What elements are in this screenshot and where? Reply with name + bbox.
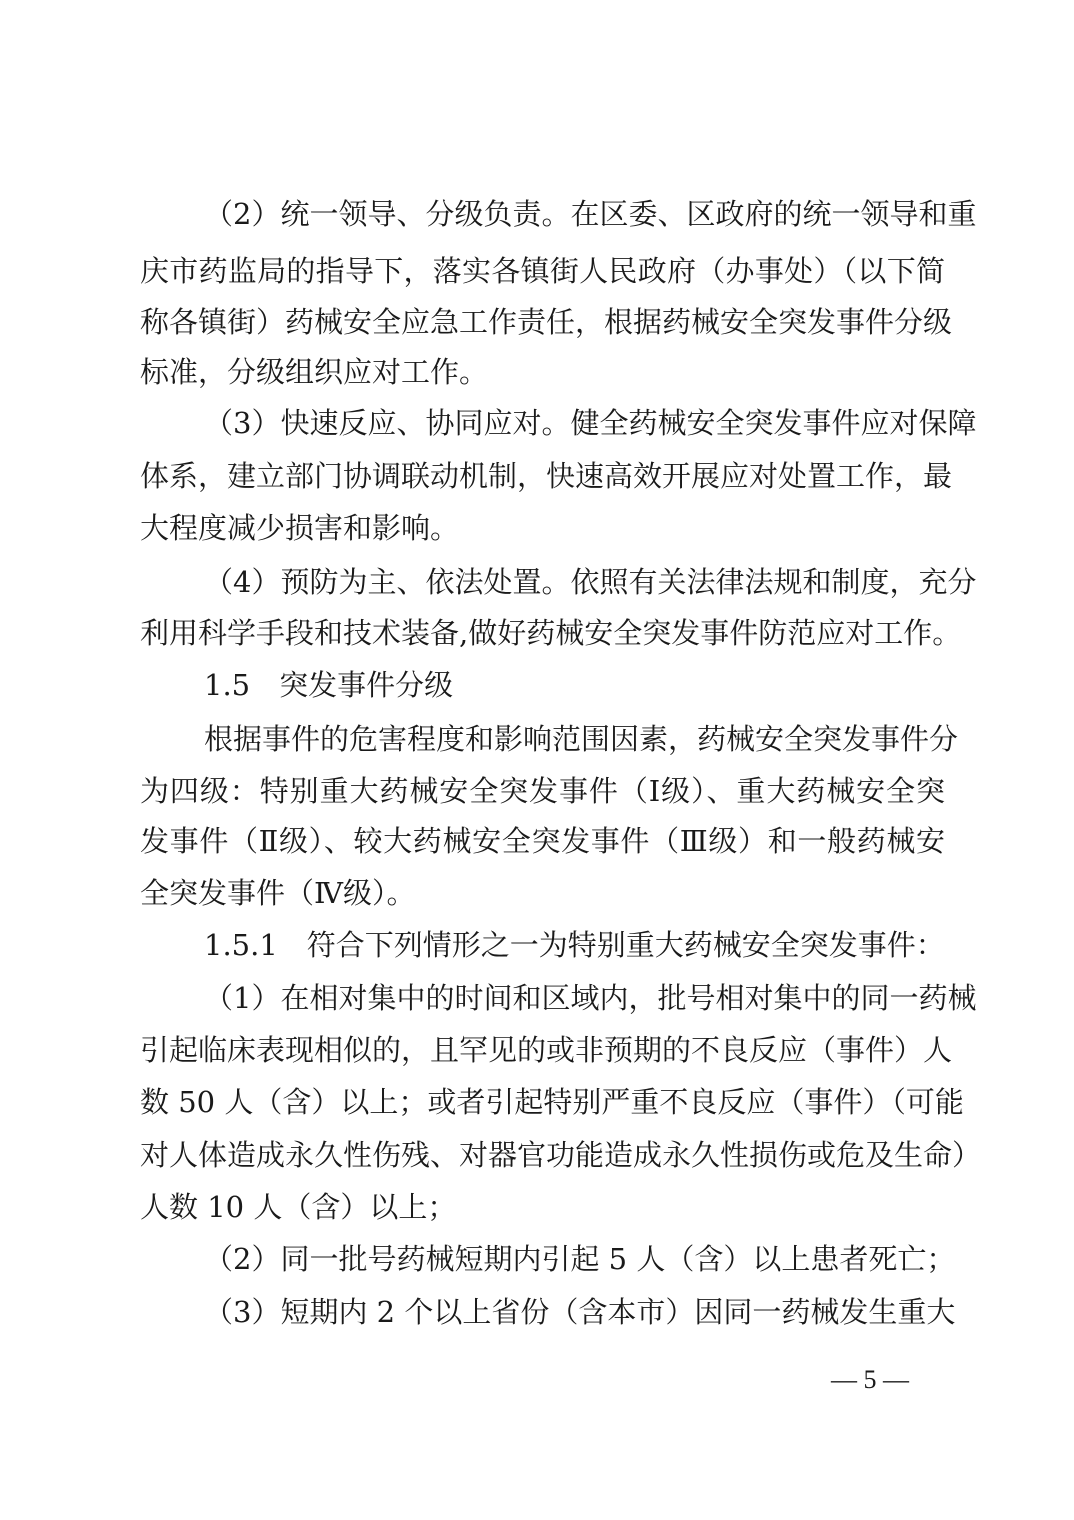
paragraph-line: 为四级：特别重大药械安全突发事件（Ⅰ级）、重大药械安全突 xyxy=(140,774,945,808)
paragraph-line: 庆市药监局的指导下，落实各镇街人民政府（办事处）（以下简 xyxy=(140,254,945,288)
section-heading: 1.5 突发事件分级 xyxy=(204,668,454,702)
paragraph-line: 发事件（Ⅱ级）、较大药械安全突发事件（Ⅲ级）和一般药械安 xyxy=(140,824,945,858)
paragraph-line: 大程度减少损害和影响。 xyxy=(140,511,460,545)
paragraph-line: （4）预防为主、依法处置。依照有关法律法规和制度，充分 xyxy=(204,565,977,599)
paragraph-line: 标准，分级组织应对工作。 xyxy=(140,355,489,389)
page-number: — 5 — xyxy=(831,1365,909,1394)
paragraph-line: （2）同一批号药械短期内引起 5 人（含）以上患者死亡； xyxy=(204,1242,956,1276)
paragraph-line: （3）短期内 2 个以上省份（含本市）因同一药械发生重大 xyxy=(204,1295,956,1329)
paragraph-line: 对人体造成永久性伤残、对器官功能造成永久性损伤或危及生命） xyxy=(140,1138,982,1172)
paragraph-line: 人数 10 人（含）以上； xyxy=(140,1190,457,1224)
paragraph-line: 根据事件的危害程度和影响范围因素，药械安全突发事件分 xyxy=(204,722,959,756)
paragraph-line: （3）快速反应、协同应对。健全药械安全突发事件应对保障 xyxy=(204,406,977,440)
paragraph-line: （2）统一领导、分级负责。在区委、区政府的统一领导和重 xyxy=(204,197,977,231)
paragraph-line: 数 50 人（含）以上；或者引起特别严重不良反应（事件）（可能 xyxy=(140,1085,964,1119)
paragraph-line: 引起临床表现相似的，且罕见的或非预期的不良反应（事件）人 xyxy=(140,1033,953,1067)
paragraph-line: 全突发事件（Ⅳ级）。 xyxy=(140,876,416,910)
paragraph-line: 体系，建立部门协调联动机制，快速高效开展应对处置工作，最 xyxy=(140,459,953,493)
paragraph-line: 称各镇街）药械安全应急工作责任，根据药械安全突发事件分级 xyxy=(140,305,953,339)
paragraph-line: 利用科学手段和技术装备,做好药械安全突发事件防范应对工作。 xyxy=(140,616,962,650)
subsection-heading: 1.5.1 符合下列情形之一为特别重大药械安全突发事件： xyxy=(204,928,945,962)
paragraph-line: （1）在相对集中的时间和区域内，批号相对集中的同一药械 xyxy=(204,981,977,1015)
